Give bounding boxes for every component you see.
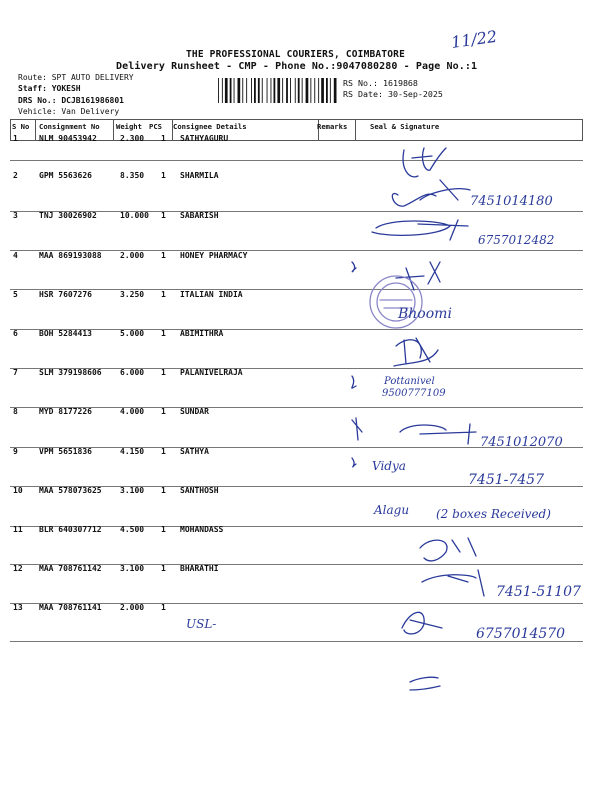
cell-pcs: 1 xyxy=(161,290,166,299)
cell-consignment: NLM 90453942 xyxy=(39,134,97,143)
cell-pcs: 1 xyxy=(161,329,166,338)
cell-sno: 8 xyxy=(13,407,18,416)
cell-consignment: BLR 640307712 xyxy=(39,525,102,534)
cell-weight: 6.000 xyxy=(120,368,145,377)
cell-consignment: TNJ 30026902 xyxy=(39,211,97,220)
cell-weight: 8.350 xyxy=(120,171,145,180)
header-pcs: PCS xyxy=(149,122,162,131)
r13-cell: USL- xyxy=(186,617,217,631)
cell-consignment: GPM 5563626 xyxy=(39,171,92,180)
cell-consignee: SHARMILA xyxy=(180,171,219,180)
r10-note: (2 boxes Received) xyxy=(436,507,551,521)
cell-sno: 7 xyxy=(13,368,18,377)
corner-note: 11/22 xyxy=(449,26,499,52)
cell-pcs: 1 xyxy=(161,368,166,377)
r3-phone: 6757012482 xyxy=(478,233,555,247)
cell-consignment: MAA 869193088 xyxy=(39,251,102,260)
cell-consignee: SATHYAGURU xyxy=(180,134,229,143)
cell-consignee: SABARISH xyxy=(180,211,219,220)
cell-consignee: HONEY PHARMACY xyxy=(180,251,248,260)
cell-consignment: BOH 5284413 xyxy=(39,329,92,338)
cell-sno: 4 xyxy=(13,251,18,260)
header-sno: S No xyxy=(12,122,30,131)
cell-pcs: 1 xyxy=(161,134,166,143)
cell-sno: 3 xyxy=(13,211,18,220)
route-label: Route: SPT AUTO DELIVERY xyxy=(18,73,134,82)
cell-pcs: 1 xyxy=(161,251,166,260)
cell-consignment: MAA 578073625 xyxy=(39,486,102,495)
cell-sno: 6 xyxy=(13,329,18,338)
r5-name: Bhoomi xyxy=(398,306,452,322)
cell-weight: 2.000 xyxy=(120,603,145,612)
header-consignee: Consignee Details xyxy=(173,122,247,131)
cell-weight: 4.150 xyxy=(120,447,145,456)
cell-sno: 13 xyxy=(13,603,23,612)
header-seal: Seal & Signature xyxy=(370,122,440,131)
cell-weight: 3.100 xyxy=(120,486,145,495)
cell-weight: 4.500 xyxy=(120,525,145,534)
cell-sno: 9 xyxy=(13,447,18,456)
cell-consignee: BHARATHI xyxy=(180,564,219,573)
cell-pcs: 1 xyxy=(161,407,166,416)
cell-sno: 10 xyxy=(13,486,23,495)
cell-pcs: 1 xyxy=(161,447,166,456)
r9-name: Vidya xyxy=(372,459,406,473)
drs-number: DRS No.: DCJB161986801 xyxy=(18,96,124,105)
cell-pcs: 1 xyxy=(161,603,166,612)
cell-weight: 3.250 xyxy=(120,290,145,299)
cell-consignee: SANTHOSH xyxy=(180,486,219,495)
header-consignment: Consignment No xyxy=(39,122,100,131)
cell-consignee: MOHANDASS xyxy=(180,525,224,534)
cell-consignment: HSR 7607276 xyxy=(39,290,92,299)
cell-consignee: ITALIAN INDIA xyxy=(180,290,243,299)
cell-pcs: 1 xyxy=(161,171,166,180)
cell-weight: 10.000 xyxy=(120,211,149,220)
cell-pcs: 1 xyxy=(161,211,166,220)
cell-consignment: MAA 708761142 xyxy=(39,564,102,573)
cell-consignee: ABIMITHRA xyxy=(180,329,224,338)
cell-consignment: MYD 8177226 xyxy=(39,407,92,416)
cell-pcs: 1 xyxy=(161,564,166,573)
r8-phone: 7451012070 xyxy=(480,435,563,450)
cell-sno: 12 xyxy=(13,564,23,573)
r9-phone: 7451-7457 xyxy=(468,472,544,488)
cell-pcs: 1 xyxy=(161,486,166,495)
cell-sno: 2 xyxy=(13,171,18,180)
r13-phone: 6757014570 xyxy=(476,626,566,642)
r10-name: Alagu xyxy=(374,503,410,517)
cell-consignment: VPM 5651836 xyxy=(39,447,92,456)
staff-label: Staff: YOKESH xyxy=(18,84,81,93)
cell-pcs: 1 xyxy=(161,525,166,534)
cell-weight: 3.100 xyxy=(120,564,145,573)
header-weight: Weight xyxy=(116,122,142,131)
cell-sno: 5 xyxy=(13,290,18,299)
r12-phone: 7451-51107 xyxy=(496,584,581,600)
r7-name: Pottanivel xyxy=(384,376,435,387)
cell-weight: 2.000 xyxy=(120,251,145,260)
header-remarks: Remarks xyxy=(317,122,348,131)
r7-phone: 9500777109 xyxy=(382,388,446,399)
company-name: THE PROFESSIONAL COURIERS, COIMBATORE xyxy=(186,49,406,60)
cell-sno: 1 xyxy=(13,134,18,143)
cell-consignee: SATHYA xyxy=(180,447,209,456)
vehicle-label: Vehicle: Van Delivery xyxy=(18,107,120,116)
runsheet-title: Delivery Runsheet - CMP - Phone No.:9047080280 - Page No.:1 xyxy=(116,61,478,72)
cell-consignment: SLM 379198606 xyxy=(39,368,102,377)
cell-weight: 4.000 xyxy=(120,407,145,416)
cell-weight: 2.300 xyxy=(120,134,145,143)
rs-number: RS No.: 1619868 xyxy=(343,78,418,88)
rs-date: RS Date: 30-Sep-2025 xyxy=(343,89,443,99)
r2-phone: 7451014180 xyxy=(470,194,553,209)
cell-consignee: SUNDAR xyxy=(180,407,209,416)
cell-consignment: MAA 708761141 xyxy=(39,603,102,612)
cell-weight: 5.000 xyxy=(120,329,145,338)
cell-sno: 11 xyxy=(13,525,23,534)
cell-consignee: PALANIVELRAJA xyxy=(180,368,243,377)
